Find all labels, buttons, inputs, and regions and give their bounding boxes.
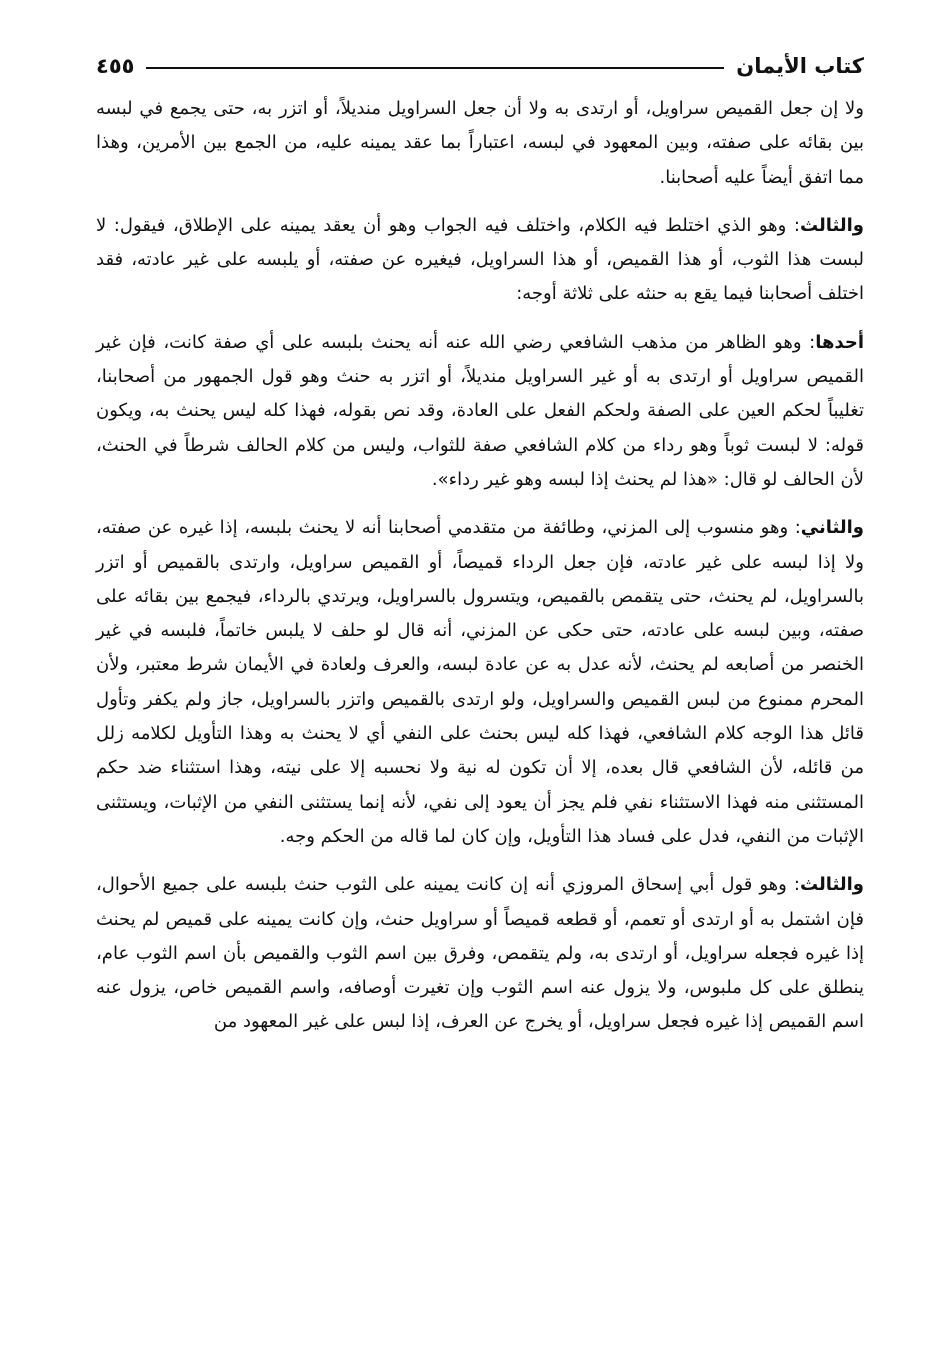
paragraph-2-text: : وهو الذي اختلط فيه الكلام، واختلف فيه الجواب وهو أن يعقد يمينه على الإطلاق، فيقول: لا لبست هذا الثوب، أو هذا القميص، أو هذا السراويل، فيغيره عن صفته، أو يلبسه على غير عادته، فقد اختلف أصحابنا فيما يقع به حنثه على ثلاثة أوجه: bbox=[96, 214, 864, 305]
paragraph-2-lead: والثالث bbox=[799, 214, 864, 236]
paragraph-2 bbox=[96, 209, 864, 312]
paragraph-3-text: : وهو الظاهر من مذهب الشافعي رضي الله عنه أنه يحنث بلبسه على أي صفة كانت، فإن غير القميص سراويل أو ارتدى به أو غير السراويل منديلاً، أو اتزر به حنث وهو قول الجمهور من أصحابنا، تغليباً لحكم العين على الصفة ولحكم الفعل على العادة، وقد نص بقوله، فهذا كله ليس يحنث به، ويكون قوله: لا لبست ثوباً وهو رداء من كلام الشافعي صفة للثواب، وليس من كلام الحالف شرطاً في الحنث، لأن الحالف لو قال: «هذا لم يحنث إذا لبسه وهو غير رداء». bbox=[96, 331, 864, 490]
paragraph-5-lead: والثالث bbox=[799, 874, 864, 896]
paragraph-3-lead: أحدها bbox=[815, 331, 864, 353]
book-page bbox=[96, 46, 864, 1054]
header-rule bbox=[146, 67, 724, 69]
book-title: كتاب الأيمان bbox=[736, 54, 864, 78]
paragraph-1-text: ولا إن جعل القميص سراويل، أو ارتدى به ولا أن جعل السراويل منديلاً، أو اتزر به، حتى يجمع في لبسه بين بقائه على صفته، وبين المعهود في لبسه، اعتباراً بما عقد يمينه عليه، من الجمع بين الأمرين، وهذا مما اتفق أيضاً عليه أصحابنا. bbox=[96, 98, 864, 188]
paragraph-5-text: : وهو قول أبي إسحاق المروزي أنه إن كانت يمينه على الثوب حنث بلبسه على جميع الأحوال، فإن اشتمل به أو ارتدى أو تعمم، أو قطعه قميصاً أو سراويل حنث، وإن كانت يمينه على قميص لم يحنث إذا غيره فجعله سراويل، أو ارتدى به، ولم يتقمص، وفرق بين اسم الثوب والقميص بأن اسم الثوب عام، ينطلق على كل ملبوس، ولا يزول عنه اسم الثوب وإن تغيرت أوصافه، واسم القميص خاص، يزول عنه اسم القميص إذا غيره فجعل سراويل، أو يخرج عن العرف، إذا لبس على غير المعهود من bbox=[96, 874, 864, 1033]
paragraph-4-lead: والثاني bbox=[800, 517, 864, 539]
paragraph-3 bbox=[96, 326, 864, 497]
paragraph-1 bbox=[96, 92, 864, 195]
paragraph-4 bbox=[96, 511, 864, 854]
paragraph-4-text: : وهو منسوب إلى المزني، وطائفة من متقدمي أصحابنا أنه لا يحنث بلبسه، إذا غيره عن صفته، ولا إذا لبسه على غير عادته، فإن جعل الرداء قميصاً، أو القميص سراويل، وارتدى بالقميص أو اتزر بالسراويل، لم يحنث، حتى يتقمص بالقميص، ويتسرول بالسراويل، ويرتدي بالرداء، فيجمع بين بقائه على صفته، وبين لبسه على عادته، حتى حكى عن المزني، أنه قال لو حلف لا يلبس خاتماً، فلبسه في غير الخنصر من أصابعه لم يحنث، لأنه عدل به عن عادة لبسه، والعرف ولعادة في الأيمان شرط معتبر، ولأن المحرم ممنوع من لبس القميص والسراويل، ولو ارتدى بالقميص واتزر بالسراويل، جاز ولم يكفر وتأول قائل هذا الوجه كلام الشافعي، فهذا كله ليس بحنث على النفي أي لا يحنث به وهذا التأويل لكلامه زلل من قائله، لأن الشافعي قال بعده، إلا أن تكون له نية ولا نحسبه إلا على نيته، وهذا استثناء ضد حكم المستثنى منه فهذا الاستثناء نفي فلم يجز أن يعود إلى نفي، لأنه إنما يستثنى النفي من الإثبات، ويستثنى الإثبات من النفي، فدل على فساد هذا التأويل، وإن كان لما قاله من الحكم وجه. bbox=[96, 517, 864, 847]
page-body bbox=[96, 92, 864, 1040]
paragraph-5 bbox=[96, 868, 864, 1039]
page-number: ٤٥٥ bbox=[96, 54, 135, 78]
running-header bbox=[96, 46, 864, 86]
